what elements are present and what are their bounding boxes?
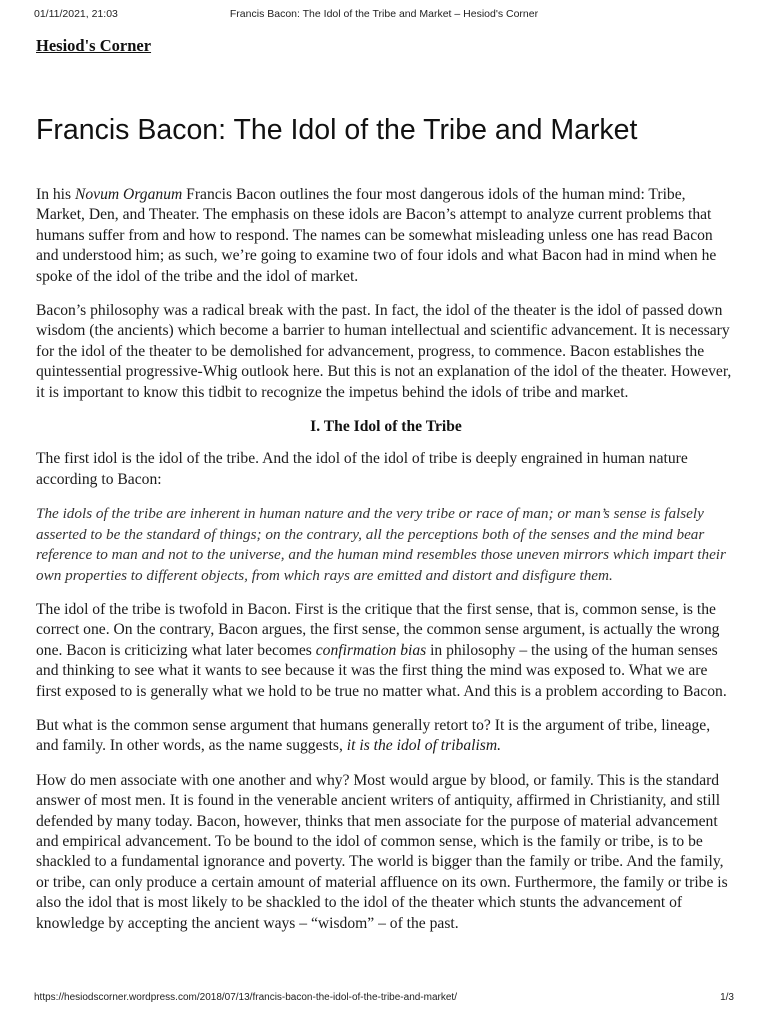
paragraph-philosophy: Bacon’s philosophy was a radical break with the past. In fact, the idol of the theater is the idol of passed down wisdom (the ancients) which become a barrier to human intellectual and scientific advancement. It is necessary for the idol of the theater to be demolished for advancement, progress, to commence. Bacon establishes the quintessential progressive-Whig outlook here. But this is not an explanation of the idol of the theater. However, it is important to know this tidbit to recognize the impetus behind the idols of tribe and market.: [36, 302, 732, 401]
paragraph-first-idol: The first idol is the idol of the tribe. And the idol of the idol of tribe is deeply engrained in human nature according to Bacon:: [36, 450, 688, 488]
block-quote: The idols of the tribe are inherent in human nature and the very tribe or race of man; or man’s sense is falsely asserted to be the standard of things; on the contrary, all the perceptions both of the senses and the mind bear reference to man and not to the universe, and the human mind resembles those uneven mirrors which impart their own properties to different objects, from which rays are emitted and distort and disfigure them.: [36, 505, 726, 584]
paragraph-intro: In his Novum Organum Francis Bacon outlines the four most dangerous idols of the human mind: Tribe, Market, Den, and Theater. The emphasis on these idols are Bacon’s attempt to analyze current problems that humans suffer from and how to respond. The names can be somewhat misleading unless one has read Bacon and understood him; as such, we’re going to examine two of four idols and what Bacon had in mind when he spoke of the idol of the tribe and the idol of market.: [36, 186, 717, 285]
print-timestamp: 01/11/2021, 21:03: [34, 8, 118, 20]
book-title-emphasis: Novum Organum: [74, 186, 183, 203]
print-header: [34, 8, 734, 24]
print-footer: [34, 992, 734, 1006]
tribalism-emphasis: it is the idol of tribalism.: [346, 737, 502, 755]
page-url: https://hesiodscorner.wordpress.com/2018/07/13/francis-bacon-the-idol-of-the-tribe-and-market/: [34, 992, 457, 1003]
section-heading: I. The Idol of the Tribe: [310, 418, 462, 436]
paragraph-common-sense: But what is the common sense argument that humans generally retort to? It is the argument of tribe, lineage, and family. In other words, as the name suggests, it is the idol of tribalism.: [36, 716, 711, 755]
paragraph-twofold: The idol of the tribe is twofold in Bacon. First is the critique that the first sense, that is, common sense, is the correct one. On the contrary, Bacon argues, the first sense, the common sense argument, is actually the wrong one. Bacon is criticizing what later becomes confirmation bias in philosophy – the using of the human senses and thinking to see what it wants to see because it was the first thing the mind was exposed to. What we are first exposed to is generally what we hold to be true no matter what. And this is a problem according to Bacon.: [36, 600, 727, 700]
post-content: [36, 185, 736, 948]
print-page-title: Francis Bacon: The Idol of the Tribe and Market – Hesiod's Corner: [229, 8, 539, 20]
paragraph-association: How do men associate with one another and why? Most would argue by blood, or family. This is the standard answer of most men. It is found in the venerable ancient writers of antiquity, affirmed in Christianity, and still defended by many today. Bacon, however, thinks that men associate for the purpose of material advancement and empirical advancement. To be bound to the idol of common sense, which is the family or tribe, is to be shackled to a fundamental ignorance and poverty. The world is bigger than the family or tribe. And the family, or tribe, can only produce a certain amount of material affluence on its own. Furthermore, the family or tribe is also the idol that is most likely to be shackled to the idol of the theater which stunts the advancement of knowledge by accepting the ancient ways – “wisdom” – of the past.: [36, 771, 728, 932]
confirmation-bias-emphasis: confirmation bias: [315, 641, 427, 659]
post-title: Francis Bacon: The Idol of the Tribe and Market: [36, 114, 638, 146]
page-number: 1/3: [720, 992, 734, 1003]
site-title-link[interactable]: Hesiod's Corner: [36, 36, 152, 55]
